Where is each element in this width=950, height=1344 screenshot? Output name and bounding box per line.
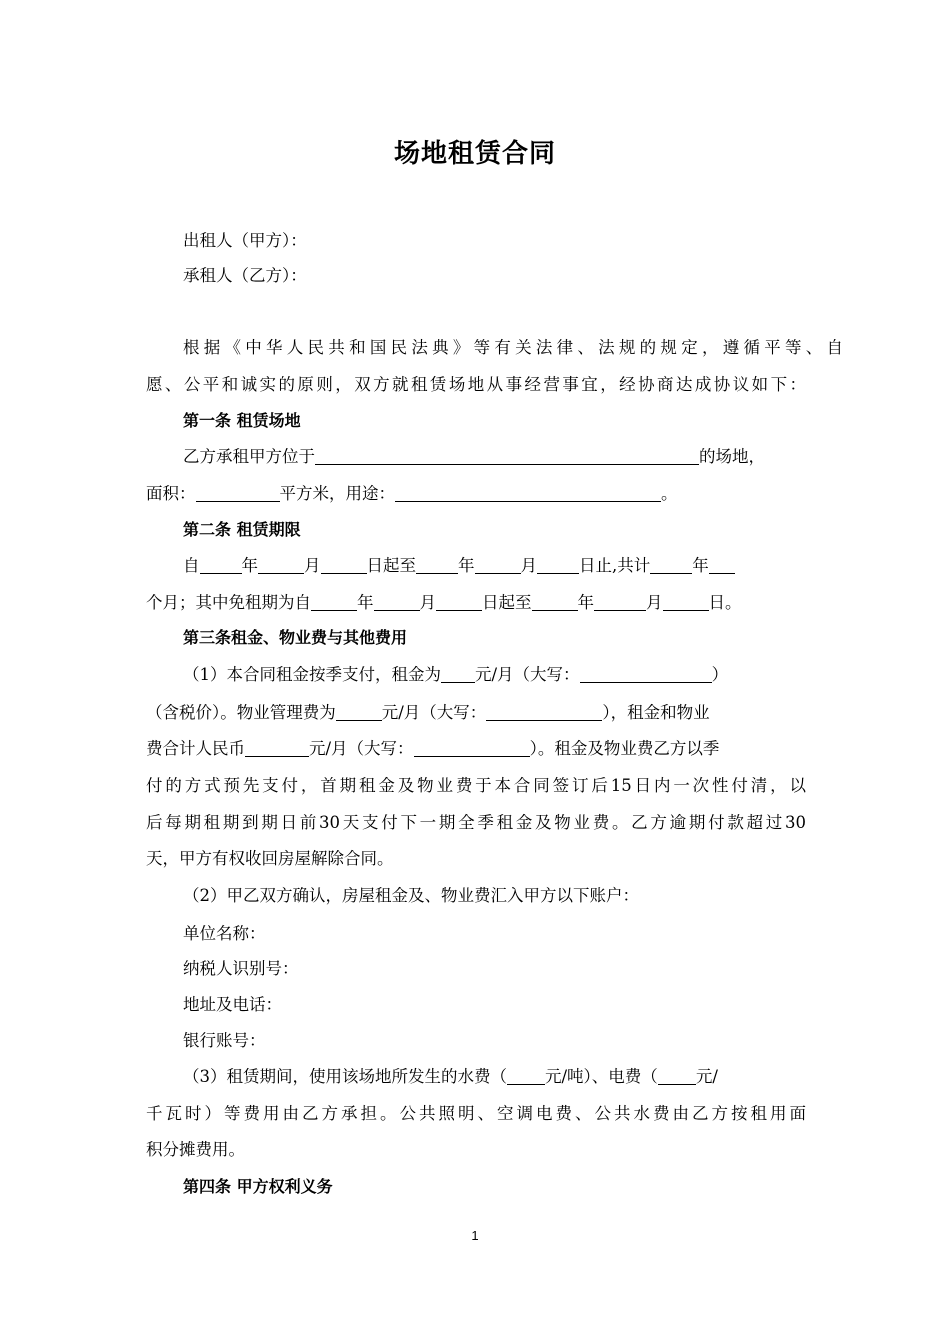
text: 月 (520, 556, 537, 575)
text: 年 (458, 556, 475, 575)
rent-words-blank (580, 664, 712, 683)
page-number: 1 (471, 1228, 479, 1243)
date-blank (374, 592, 420, 611)
rent-blank (441, 664, 475, 683)
text: 元/月（大写： (381, 703, 487, 722)
account-field-bank: 银行账号： (183, 1031, 266, 1050)
usage-blank (395, 483, 661, 502)
article-3-p1-line-1 (146, 663, 843, 687)
article-4-heading: 第四条 甲方权利义务 (183, 1177, 333, 1196)
text: 。 (661, 484, 678, 503)
text: 年 (692, 556, 709, 575)
date-blank (258, 555, 304, 574)
electricity-blank (658, 1066, 696, 1085)
article-2-line-1 (146, 554, 843, 578)
text: 面积： (146, 484, 196, 503)
date-blank (416, 555, 458, 574)
date-blank (321, 555, 367, 574)
years-blank (650, 555, 692, 574)
text: 日起至 (366, 556, 416, 575)
date-blank (475, 555, 521, 574)
text: 月 (646, 593, 663, 612)
months-blank (709, 555, 735, 574)
text: 年 (577, 593, 594, 612)
account-field-name: 单位名称： (183, 924, 266, 943)
article-3-heading: 第三条租金、物业费与其他费用 (183, 628, 408, 647)
lessor-line: 出租人（甲方）： (183, 231, 307, 250)
date-blank (436, 592, 482, 611)
text: 年 (357, 593, 374, 612)
document-title: 场地租赁合同 (393, 139, 556, 169)
text: 元/月（大写： (309, 739, 414, 758)
text: 费合计人民币 (146, 739, 245, 758)
article-3-p1-line-6: 天，甲方有权收回房屋解除合同。 (146, 849, 394, 868)
text: 乙方承租甲方位于 (183, 447, 315, 466)
article-3-p2: （2）甲乙双方确认，房屋租金及、物业费汇入甲方以下账户： (183, 886, 639, 905)
article-1-line-2 (146, 482, 806, 506)
text: （3）租赁期间，使用该场地所发生的水费（ (183, 1067, 507, 1086)
preamble-line-2: 愿、公平和诚实的原则，双方就租赁场地从事经营事宜，经协商达成协议如下： (146, 375, 806, 394)
article-3-p3-line-1 (146, 1065, 843, 1089)
date-blank (594, 592, 646, 611)
water-blank (507, 1066, 545, 1085)
article-1-heading: 第一条 租赁场地 (183, 411, 301, 430)
text: 日起至 (482, 593, 532, 612)
text: 自 (183, 556, 200, 575)
total-words-blank (414, 738, 530, 757)
text: 日。 (708, 593, 742, 612)
text: 年 (241, 556, 258, 575)
total-blank (245, 738, 309, 757)
date-blank (200, 555, 242, 574)
date-blank (537, 555, 579, 574)
article-3-p1-line-3 (146, 737, 806, 761)
account-field-address: 地址及电话： (183, 995, 282, 1014)
area-blank (196, 483, 280, 502)
text: 平方米，用途： (279, 484, 395, 503)
text: 月 (419, 593, 436, 612)
fee-blank (336, 702, 382, 721)
text: 元/吨）、电费（ (545, 1067, 658, 1086)
date-blank (663, 592, 709, 611)
text: ）。租金及物业费乙方以季 (529, 739, 720, 758)
text: 元/月（大写： (475, 665, 580, 684)
text: 个月；其中免租期为自 (146, 593, 311, 612)
article-2-line-2 (146, 591, 806, 615)
fee-words-blank (486, 702, 602, 721)
text: （1）本合同租金按季支付，租金为 (183, 665, 441, 684)
text: ），租金和物业 (602, 703, 710, 722)
article-3-p1-line-2 (146, 701, 806, 725)
account-field-tax-id: 纳税人识别号： (183, 959, 299, 978)
text: 日止,共计 (579, 556, 651, 575)
article-1-line-1 (146, 445, 843, 469)
preamble-line-1: 根据《中华人民共和国民法典》等有关法律、法规的规定，遵循平等、自 (183, 338, 843, 357)
article-3-p3-line-2: 千瓦时）等费用由乙方承担。公共照明、空调电费、公共水费由乙方按租用面 (146, 1104, 806, 1123)
text: （含税价）。物业管理费为 (146, 703, 336, 722)
article-2-heading: 第二条 租赁期限 (183, 520, 301, 539)
location-blank (315, 446, 699, 465)
date-blank (532, 592, 578, 611)
lessee-line: 承租人（乙方）： (183, 266, 307, 285)
text: 元/ (695, 1067, 718, 1086)
text: 的场地， (699, 447, 765, 466)
text: 月 (304, 556, 321, 575)
text: ） (711, 665, 729, 684)
date-blank (311, 592, 357, 611)
article-3-p1-line-5: 后每期租期到期日前30天支付下一期全季租金及物业费。乙方逾期付款超过30 (146, 813, 806, 832)
article-3-p3-line-3: 积分摊费用。 (146, 1140, 245, 1159)
article-3-p1-line-4: 付的方式预先支付，首期租金及物业费于本合同签订后15日内一次性付清，以 (146, 776, 806, 795)
